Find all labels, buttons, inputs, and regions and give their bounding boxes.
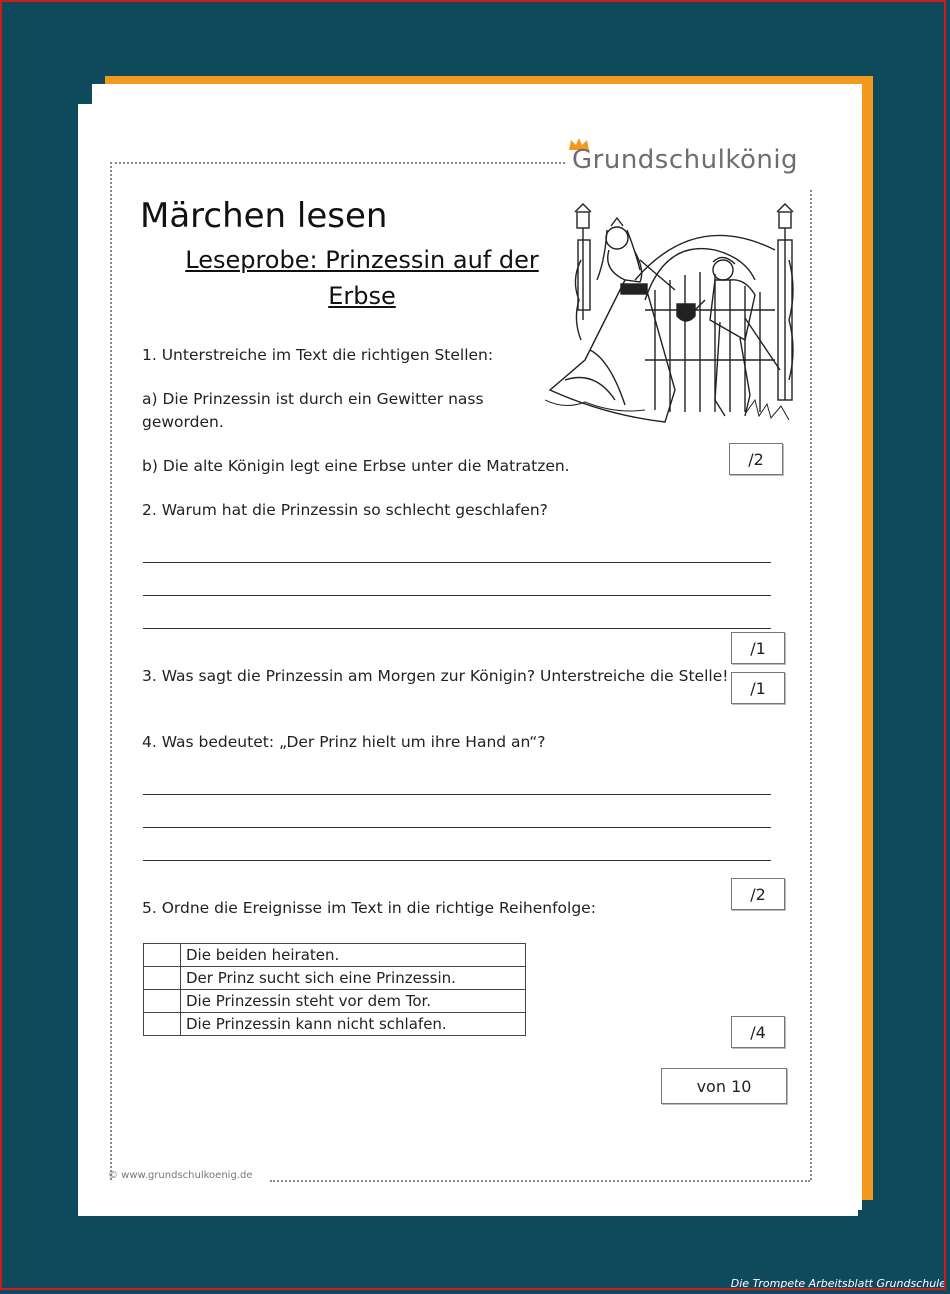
image-caption: Die Trompete Arbeitsblatt Grundschule (730, 1277, 946, 1290)
question-2: 2. Warum hat die Prinzessin so schlecht geschlafen? (142, 501, 548, 519)
question-3: 3. Was sagt die Prinzessin am Morgen zur Königin? Unterstreiche die Stelle! (142, 667, 729, 685)
dotted-border-right (810, 190, 812, 1180)
order-box[interactable] (144, 944, 181, 967)
answer-line-q4-2[interactable] (143, 827, 771, 828)
answer-line-q2-1[interactable] (143, 562, 771, 563)
princess-prince-illustration (545, 200, 801, 436)
subtitle-line-2: Erbse (328, 282, 396, 310)
subtitle-line-1: Leseprobe: Prinzessin auf der (185, 246, 539, 274)
answer-line-q2-3[interactable] (143, 628, 771, 629)
total-score-box[interactable]: von 10 (661, 1068, 787, 1104)
brand-logo: Grundschulkönig (572, 145, 799, 175)
score-box-q4[interactable]: /2 (731, 878, 785, 910)
table-row (144, 1013, 526, 1036)
order-box[interactable] (144, 967, 181, 990)
events-ordering-table (143, 943, 526, 1036)
table-row (144, 944, 526, 967)
answer-line-q4-3[interactable] (143, 860, 771, 861)
question-5: 5. Ordne die Ereignisse im Text in die richtige Reihenfolge: (142, 899, 596, 917)
score-box-q5[interactable]: /4 (731, 1016, 785, 1048)
page-title: Märchen lesen (140, 196, 388, 236)
answer-line-q4-1[interactable] (143, 794, 771, 795)
dotted-border-bottom (270, 1180, 810, 1182)
question-1b: b) Die alte Königin legt eine Erbse unter die Matratzen. (142, 457, 570, 475)
question-1a-line-1: a) Die Prinzessin ist durch ein Gewitter nass (142, 390, 484, 408)
score-box-q3[interactable]: /1 (731, 672, 785, 704)
page-subtitle (172, 242, 552, 314)
answer-line-q2-2[interactable] (143, 595, 771, 596)
question-4: 4. Was bedeutet: „Der Prinz hielt um ihre Hand an“? (142, 733, 546, 751)
event-text: Der Prinz sucht sich eine Prinzessin. (181, 967, 526, 990)
table-row (144, 990, 526, 1013)
dotted-border-left (110, 162, 112, 1180)
score-box-q2[interactable]: /1 (731, 632, 785, 664)
question-1a-line-2: geworden. (142, 413, 224, 431)
event-text: Die beiden heiraten. (181, 944, 526, 967)
order-box[interactable] (144, 990, 181, 1013)
order-box[interactable] (144, 1013, 181, 1036)
dotted-border-top (110, 162, 565, 164)
question-1: 1. Unterstreiche im Text die richtigen Stellen: (142, 346, 494, 364)
table-row (144, 967, 526, 990)
copyright-text: © www.grundschulkoenig.de (108, 1170, 253, 1181)
event-text: Die Prinzessin kann nicht schlafen. (181, 1013, 526, 1036)
score-box-q1[interactable]: /2 (729, 443, 783, 475)
event-text: Die Prinzessin steht vor dem Tor. (181, 990, 526, 1013)
